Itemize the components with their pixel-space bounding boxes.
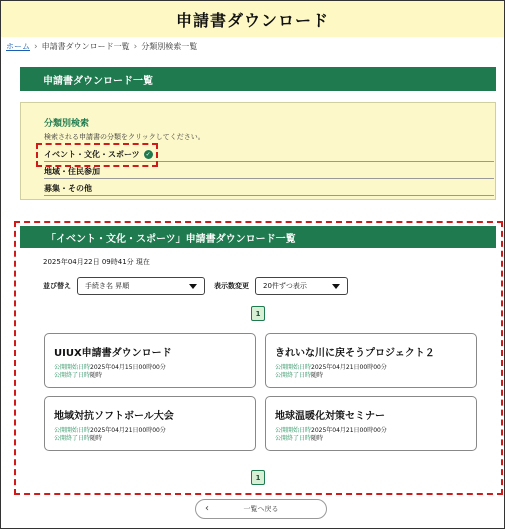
form-card-end: 公開終了日時随時 [275, 435, 324, 442]
pagination-page-1-top[interactable]: 1 [251, 306, 265, 321]
category-item-label: 地域・住民参加 [44, 166, 100, 176]
sort-select[interactable] [77, 277, 205, 295]
form-card-title[interactable]: 地域対抗ソフトボール大会 [54, 411, 174, 422]
breadcrumb [6, 41, 197, 52]
category-item-recruitment[interactable] [44, 181, 494, 196]
form-card-end: 公開終了日時随時 [54, 372, 103, 379]
selected-category-highlight [36, 143, 158, 167]
form-card[interactable] [44, 333, 256, 388]
form-card-start: 公開開始日時2025年04月21日00時00分 [54, 427, 166, 434]
form-card[interactable] [265, 396, 477, 451]
form-card-start: 公開開始日時2025年04月21日00時00分 [275, 364, 387, 371]
form-card-end: 公開終了日時随時 [275, 372, 324, 379]
back-button-label: 一覧へ戻る [243, 505, 279, 513]
category-item-label: 募集・その他 [44, 183, 92, 193]
breadcrumb-item[interactable]: 申請書ダウンロード一覧 [41, 42, 130, 51]
sort-select-value: 手続き名 昇順 [85, 282, 130, 290]
category-title: 分類別検索 [44, 119, 90, 129]
form-card[interactable] [265, 333, 477, 388]
sort-label: 並び替え [43, 282, 71, 290]
caret-down-icon [332, 284, 340, 289]
page-title: 申請書ダウンロード [175, 10, 329, 30]
count-select-value: 20件ずつ表示 [263, 282, 307, 290]
back-to-list-button[interactable] [195, 499, 327, 519]
category-item-label: イベント・文化・スポーツ [44, 149, 140, 159]
caret-down-icon [189, 284, 197, 289]
pagination-page-1-bottom[interactable]: 1 [251, 470, 265, 485]
chevron-left-icon: ‹ [205, 503, 209, 514]
section-title: 申請書ダウンロード一覧 [20, 67, 496, 91]
count-select[interactable] [255, 277, 348, 295]
form-card[interactable] [44, 396, 256, 451]
breadcrumb-item-current: 分類別検索一覧 [141, 42, 198, 51]
list-timestamp: 2025年04月22日 09時41分 現在 [43, 258, 150, 266]
chevron-right-icon: › [133, 41, 138, 52]
category-description: 検索される申請書の分類をクリックしてください。 [44, 133, 205, 141]
form-card-start: 公開開始日時2025年04月21日00時00分 [275, 427, 387, 434]
chevron-right-icon: › [34, 41, 38, 52]
breadcrumb-home-link[interactable]: ホーム [6, 42, 30, 51]
form-card-title[interactable]: 地球温暖化対策セミナー [275, 411, 385, 422]
form-card-start: 公開開始日時2025年04月15日00時00分 [54, 364, 166, 371]
form-card-end: 公開終了日時随時 [54, 435, 103, 442]
sort-controls [43, 277, 348, 295]
form-card-title[interactable]: UIUX申請書ダウンロード [54, 348, 172, 359]
page-header [1, 1, 504, 37]
count-label: 表示数変更 [214, 282, 249, 290]
list-title: 「イベント・文化・スポーツ」申請書ダウンロード一覧 [20, 226, 496, 248]
form-card-title[interactable]: きれいな川に戻そうプロジェクト２ [275, 348, 435, 359]
check-icon: ✓ [145, 150, 151, 158]
